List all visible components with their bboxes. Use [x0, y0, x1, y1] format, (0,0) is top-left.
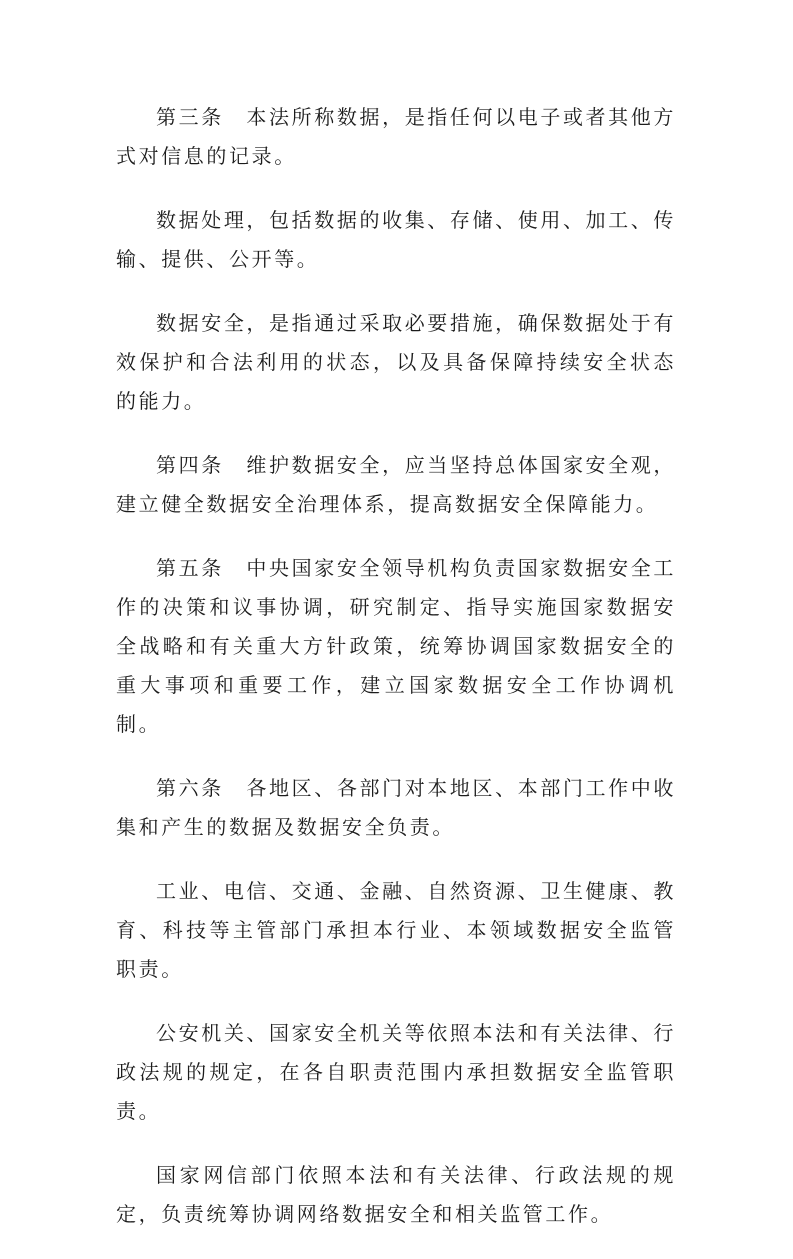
- paragraph-article-4: 第四条 维护数据安全，应当坚持总体国家安全观，建立健全数据安全治理体系，提高数据安全保障能力。: [116, 453, 676, 516]
- paragraph-article-6: 第六条 各地区、各部门对本地区、本部门工作中收集和产生的数据及数据安全负责。: [116, 776, 676, 839]
- paragraph-cyberspace-admin: 国家网信部门依照本法和有关法律、行政法规的规定，负责统筹协调网络数据安全和相关监管工作。: [116, 1163, 676, 1226]
- document-body: [116, 98, 676, 1259]
- paragraph-article-3: 第三条 本法所称数据，是指任何以电子或者其他方式对信息的记录。: [116, 105, 676, 168]
- paragraph-data-processing: 数据处理，包括数据的收集、存储、使用、加工、传输、提供、公开等。: [116, 208, 676, 271]
- paragraph-data-security: 数据安全，是指通过采取必要措施，确保数据处于有效保护和合法利用的状态，以及具备保障持续安全状态的能力。: [116, 311, 676, 413]
- paragraph-industry-supervision: 工业、电信、交通、金融、自然资源、卫生健康、教育、科技等主管部门承担本行业、本领域数据安全监管职责。: [116, 879, 676, 981]
- paragraph-article-5: 第五条 中央国家安全领导机构负责国家数据安全工作的决策和议事协调，研究制定、指导实施国家数据安全战略和有关重大方针政策，统筹协调国家数据安全的重大事项和重要工作，建立国家数据安全工作协调机制。: [116, 556, 676, 736]
- paragraph-public-security: 公安机关、国家安全机关等依照本法和有关法律、行政法规的规定，在各自职责范围内承担数据安全监管职责。: [116, 1021, 676, 1123]
